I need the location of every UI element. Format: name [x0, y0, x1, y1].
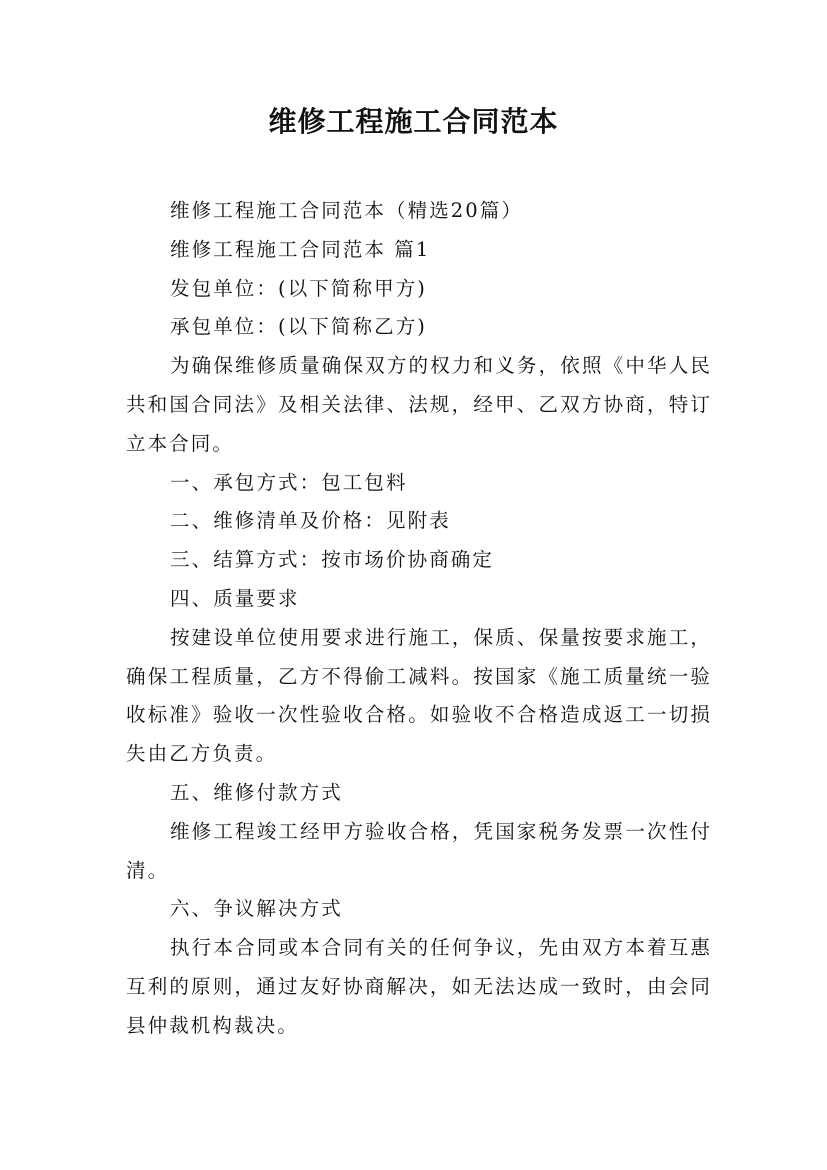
paragraph-clause-6-heading: 六、争议解决方式 [170, 897, 343, 921]
document-body [126, 192, 712, 1046]
paragraph-section-heading: 维修工程施工合同范本 篇1 [170, 237, 431, 261]
paragraph-preamble: 为确保维修质量确保双方的权力和义务，依照《中华人民共和国合同法》及相关法律、法规，经甲、乙双方协商，特订立本合同。 [126, 354, 712, 455]
paragraph-clause-5-text: 维修工程竣工经甲方验收合格，凭国家税务发票一次性付清。 [126, 819, 712, 882]
paragraph-clause-2: 二、维修清单及价格：见附表 [170, 509, 451, 533]
paragraph-party-a: 发包单位：(以下简称甲方) [170, 276, 428, 300]
paragraph-subtitle: 维修工程施工合同范本（精选20篇） [170, 199, 524, 222]
paragraph-clause-3: 三、结算方式：按市场价协商确定 [170, 548, 495, 572]
paragraph-clause-1: 一、承包方式：包工包料 [170, 470, 408, 494]
paragraph-clause-6-text: 执行本合同或本合同有关的任何争议，先由双方本着互惠互利的原则，通过友好协商解决，如无法达成一致时，由会同县仲裁机构裁决。 [126, 936, 712, 1037]
paragraph-clause-5-heading: 五、维修付款方式 [170, 780, 343, 804]
paragraph-party-b: 承包单位：(以下简称乙方) [170, 315, 428, 339]
paragraph-clause-4-heading: 四、质量要求 [170, 586, 300, 610]
paragraph-clause-4-text: 按建设单位使用要求进行施工，保质、保量按要求施工，确保工程质量，乙方不得偷工减料。按国家《施工质量统一验收标准》验收一次性验收合格。如验收不合格造成返工一切损失由乙方负责。 [126, 625, 712, 766]
document-title: 维修工程施工合同范本 [268, 105, 559, 138]
